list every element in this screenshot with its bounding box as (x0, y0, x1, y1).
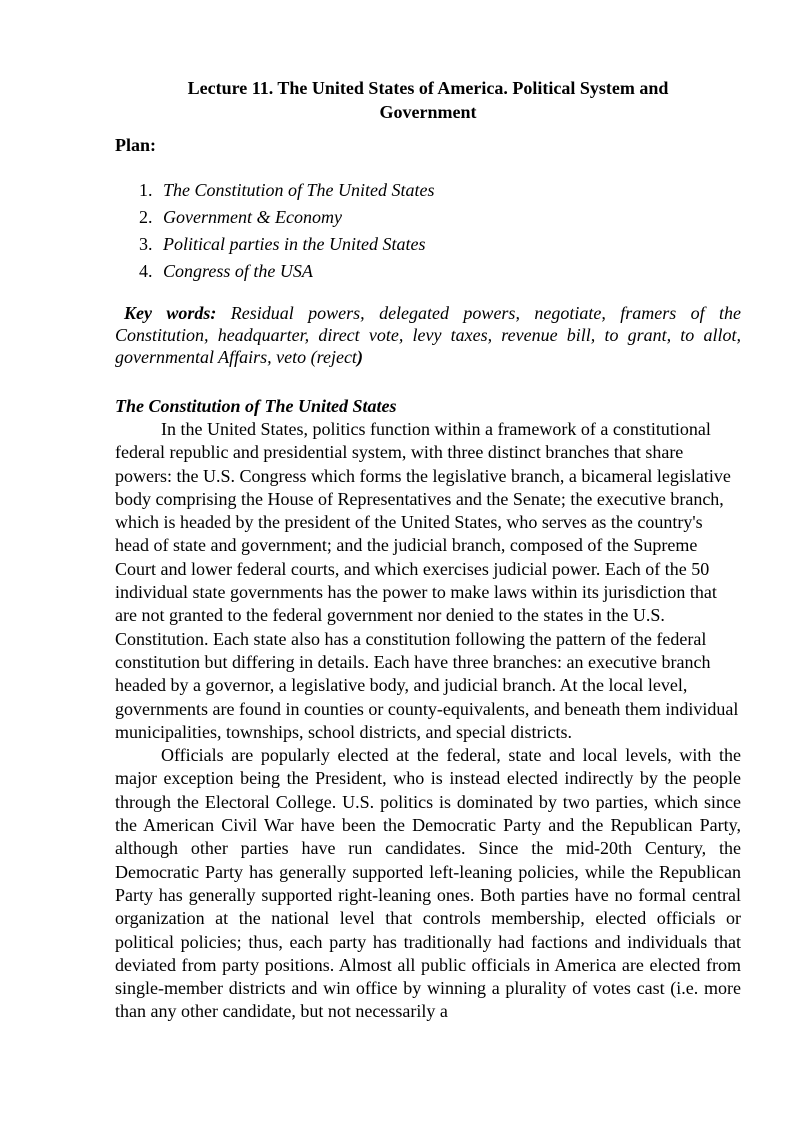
page-content (115, 76, 741, 1024)
plan-list (115, 177, 741, 285)
plan-item-text: Government & Economy (163, 207, 342, 227)
key-words-closing: ) (356, 347, 363, 367)
plan-item (115, 258, 741, 285)
plan-item-number: 4. (139, 261, 153, 281)
plan-item-text: Congress of the USA (163, 261, 313, 281)
plan-item-text: Political parties in the United States (163, 234, 426, 254)
plan-item (115, 177, 741, 204)
section-heading: The Constitution of The United States (115, 396, 397, 416)
body-paragraph: Officials are popularly elected at the federal, state and local levels, with the major exception being the President, who is instead elected indirectly by the people through the Electoral College. U.S. politics is dominated by two parties, which since the American Civil War have been the Democratic Party and the Republican Party, although other parties have run candidates. Since the mid-20th Century, the Democratic Party has generally supported left-leaning policies, while the Republican Party has generally supported right-leaning ones. Both parties have no formal central organization at the national level that controls membership, elected officials or political policies; thus, each party has traditionally had factions and individuals that deviated from party positions. Almost all public officials in America are elected from single-member districts and win office by winning a plurality of votes cast (i.e. more than any other candidate, but not necessarily a (115, 745, 741, 1022)
plan-item (115, 204, 741, 231)
lecture-title: Lecture 11. The United States of America. Political System and Government (187, 78, 669, 122)
plan-item-number: 3. (139, 234, 153, 254)
key-words-paragraph (115, 302, 741, 368)
body-paragraph: In the United States, politics function within a framework of a constitutional federal republic and presidential system, with three distinct branches that share powers: the U.S. Congress which forms the legislative branch, a bicameral legislative body comprising the House of Representatives and the Senate; the executive branch, which is headed by the president of the United States, who serves as the country's head of state and government; and the judicial branch, composed of the Supreme Court and lower federal courts, and which exercises judicial power. Each of the 50 individual state governments has the power to make laws within its jurisdiction that are not granted to the federal government nor denied to the states in the U.S. Constitution. Each state also has a constitution following the pattern of the federal constitution but differing in details. Each have three branches: an executive branch headed by a governor, a legislative body, and judicial branch. At the local level, governments are found in counties or county-equivalents, and beneath them individual municipalities, townships, school districts, and special districts. (115, 419, 739, 742)
key-words-text: Residual powers, delegated powers, negotiate, framers of the Constitution, headquarter, direct vote, levy taxes, revenue bill, to grant, to allot, governmental Affairs, veto (reject (115, 303, 741, 367)
plan-item (115, 231, 741, 258)
plan-label: Plan: (115, 135, 157, 155)
plan-item-text: The Constitution of The United States (163, 180, 435, 200)
plan-item-number: 1. (139, 180, 153, 200)
key-words-label: Key words: (124, 303, 217, 323)
plan-item-number: 2. (139, 207, 153, 227)
